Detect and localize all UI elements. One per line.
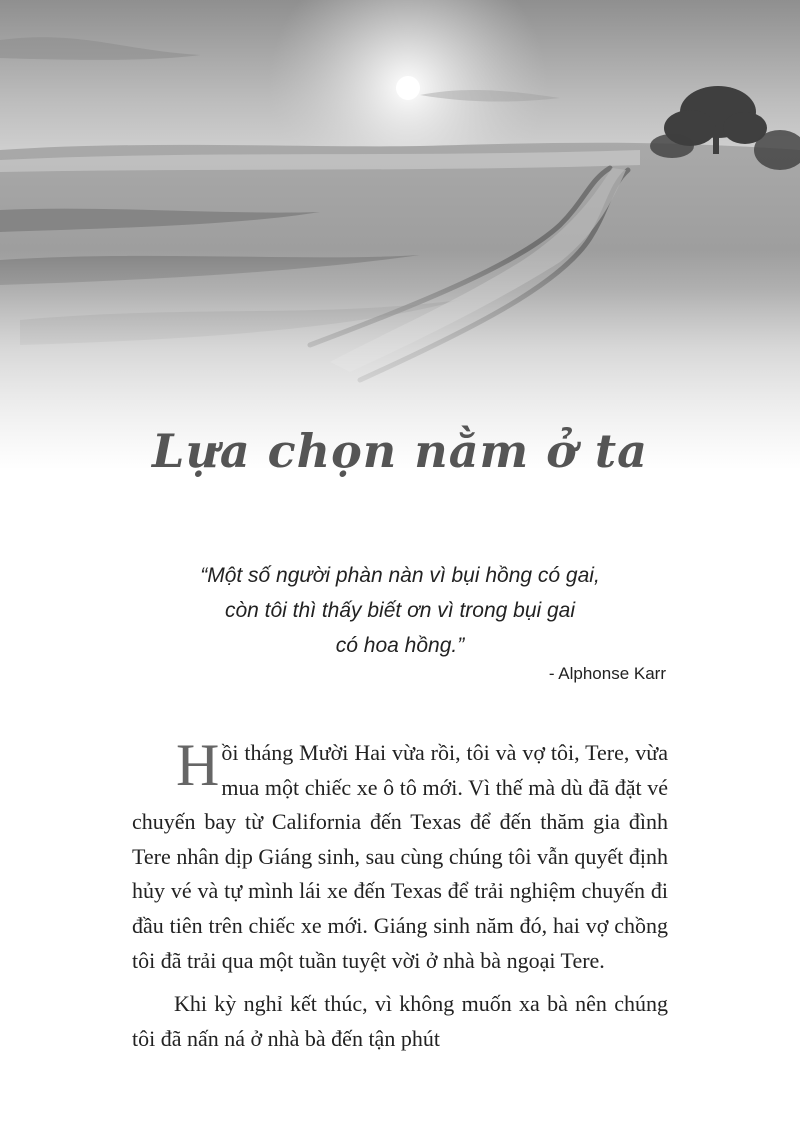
epigraph-quote [100,558,700,663]
epigraph-line: “Một số người phàn nàn vì bụi hồng có gai, [200,564,600,587]
epigraph-line: có hoa hồng.” [335,634,465,657]
paragraph-2: Khi kỳ nghỉ kết thúc, vì không muốn xa bà nên chúng tôi đã nấn ná ở nhà bà đến tận phút [132,991,668,1051]
paragraph-1 [132,732,668,978]
drop-cap: H [176,732,220,798]
paragraph-1-text: ồi tháng Mười Hai vừa rồi, tôi và vợ tôi, Tere, vừa mua một chiếc xe ô tô mới. Vì thế mà dù đã đặt vé chuyến bay từ California đến Texas để đến thăm gia đình Tere nhân dịp Giáng sinh, sau cùng chúng tôi vẫn quyết định hủy vé và tự mình lái xe đến Texas để trải nghiệm chuyến đi đầu tiên trên chiếc xe mới. Giáng sinh năm đó, hai vợ chồng tôi đã trải qua một tuần tuyệt vời ở nhà bà ngoại Tere. [132,740,668,973]
epigraph-author: - Alphonse Karr [548,664,666,683]
epigraph-line: còn tôi thì thấy biết ơn vì trong bụi gai [224,599,576,622]
chapter-body [132,732,668,1065]
landscape-photo [0,0,800,470]
chapter-title: Lựa chọn nằm ở ta [152,424,648,478]
